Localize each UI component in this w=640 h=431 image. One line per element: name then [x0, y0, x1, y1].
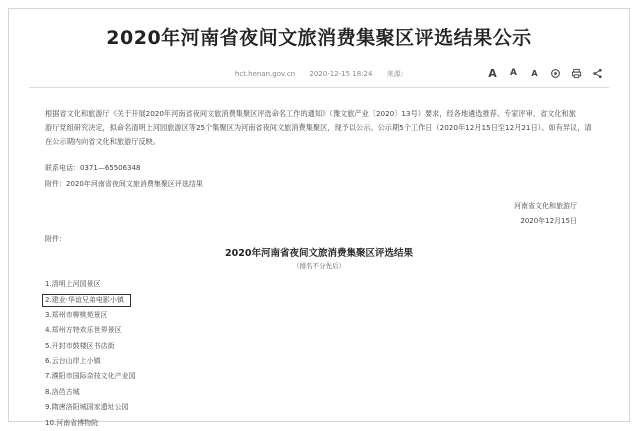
list-item: 5.开封市鼓楼区书店街 — [45, 341, 115, 350]
meta-bar — [29, 61, 609, 88]
share-icon[interactable] — [590, 66, 605, 81]
paragraph-line: 在公示期内向省文化和旅游厅反映。 — [45, 137, 161, 146]
signature-date: 2020年12月15日 — [520, 217, 577, 225]
article-page — [8, 8, 630, 427]
result-list — [45, 277, 136, 431]
view-icon[interactable] — [548, 66, 563, 81]
source-label: 来源: — [386, 70, 404, 78]
paragraph-line: 根据省文化和旅游厅《关于开展2020年河南省夜间文旅消费集聚区评选命名工作的通知》（豫文旅产业〔2020〕13号）要求，经各地遴选推荐、专家评审、省文化和旅 — [45, 109, 576, 118]
list-item: 4.郑州方特欢乐世界景区 — [45, 326, 122, 335]
article-tools — [485, 66, 605, 81]
print-icon[interactable] — [569, 66, 584, 81]
attachment-link[interactable]: 附件：2020年河南省夜间文旅消费集聚区评选结果 — [45, 180, 203, 188]
list-item: 3.郑州市柳桃苑景区 — [45, 310, 108, 319]
font-size-large-button[interactable]: A — [488, 67, 497, 80]
list-item: 10.河南省博物院 — [45, 418, 99, 427]
source-site[interactable]: hct.henan.gov.cn — [234, 70, 296, 78]
publish-datetime: 2020-12-15 18:24 — [309, 70, 373, 78]
list-item: 6.云台山岸上小镇 — [45, 356, 101, 365]
list-item-highlighted: 2.建业·华谊兄弟电影小镇 — [42, 294, 131, 307]
attachment-label: 附件： — [45, 235, 66, 243]
font-size-medium-button[interactable]: A — [510, 68, 517, 78]
paragraph-line: 游厅党组研究决定，拟命名清明上河园旅游区等25个集聚区为河南省夜间文旅消费集聚区，现予以公示。公示期5个工作日（2020年12月15日至12月21日）。如有异议，请 — [45, 123, 592, 132]
list-title: 2020年河南省夜间文旅消费集聚区评选结果 — [225, 248, 413, 259]
page-title: 2020年河南省夜间文旅消费集聚区评选结果公示 — [106, 27, 532, 49]
list-item: 1.清明上河园景区 — [45, 280, 101, 288]
article-body — [45, 107, 592, 149]
signature-org: 河南省文化和旅游厅 — [514, 202, 577, 210]
contact-phone: 联系电话：0371—65506348 — [45, 164, 141, 172]
list-item: 9.隋唐洛阳城国家遗址公园 — [45, 403, 129, 412]
list-item: 7.濮阳市国际杂技文化产业园 — [45, 372, 136, 381]
list-subtitle: （排名不分先后） — [293, 262, 345, 270]
font-size-small-button[interactable]: A — [531, 69, 538, 78]
list-item: 8.洛邑古城 — [45, 387, 80, 396]
